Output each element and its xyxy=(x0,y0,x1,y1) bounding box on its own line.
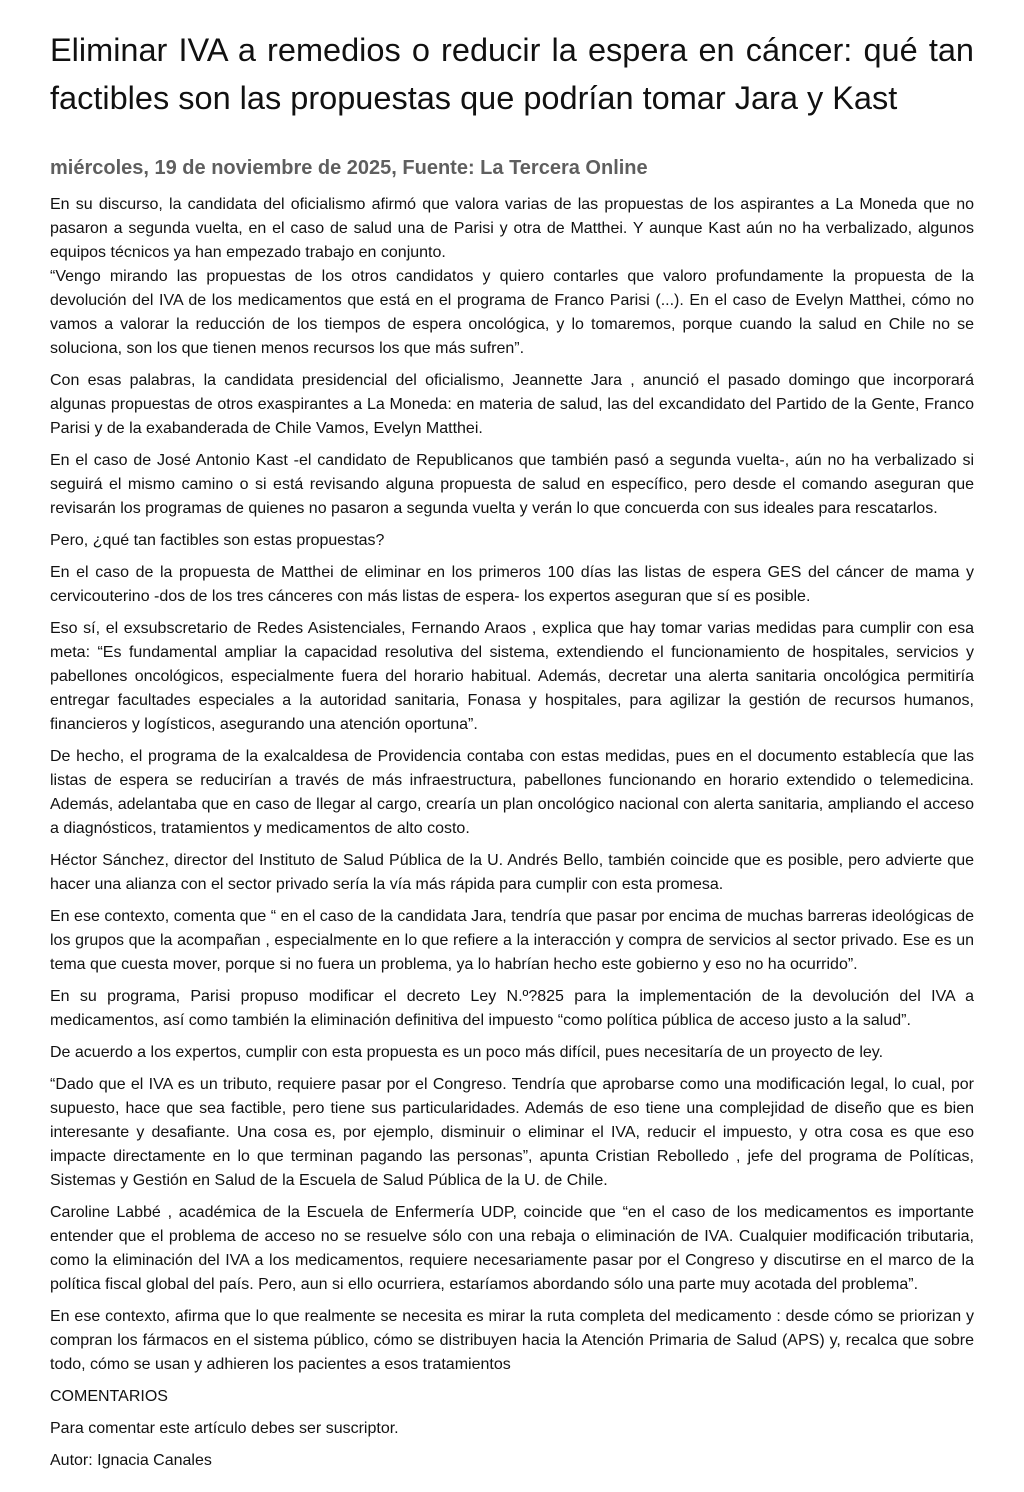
article-date-source: miércoles, 19 de noviembre de 2025, Fuente: La Tercera Online xyxy=(50,157,648,179)
article-paragraph: “Vengo mirando las propuestas de los otros candidatos y quiero contarles que valoro profundamente la propuesta de la devolución del IVA de los medicamentos que está en el programa de Franco Parisi (...). En el caso de Evelyn Matthei, cómo no vamos a valorar la reducción de los tiempos de espera oncológica, y lo tomaremos, porque cuando la salud en Chile no se soluciona, son los que tienen menos recursos los que más sufren”. xyxy=(50,268,974,357)
article-paragraph: Con esas palabras, la candidata presidencial del oficialismo, Jeannette Jara , anunció el pasado domingo que incorporará algunas propuestas de otros exaspirantes a La Moneda: en materia de salud, las del excandidato del Partido de la Gente, Franco Parisi y de la exabanderada de Chile Vamos, Evelyn Matthei. xyxy=(50,372,974,437)
article-paragraph: De hecho, el programa de la exalcaldesa de Providencia contaba con estas medidas, pues en el documento establecía que las listas de espera se reducirían a través de más infraestructura, pabellones funcionando en horario extendido o telemedicina. Además, adelantaba que en caso de llegar al cargo, crearía un plan oncológico nacional con alerta sanitaria, ampliando el acceso a diagnósticos, tratamientos y medicamentos de alto costo. xyxy=(50,748,974,837)
article-paragraph: Héctor Sánchez, director del Instituto de Salud Pública de la U. Andrés Bello, también coincide que es posible, pero advierte que hacer una alianza con el sector privado sería la vía más rápida para cumplir con esta promesa. xyxy=(50,852,974,893)
article-paragraph: En su programa, Parisi propuso modificar el decreto Ley N.º?825 para la implementación de la devolución del IVA a medicamentos, así como también la eliminación definitiva del impuesto “como política pública de acceso justo a la salud”. xyxy=(50,988,974,1029)
article-title: Eliminar IVA a remedios o reducir la espera en cáncer: qué tan factibles son las propuestas que podrían tomar Jara y Kast xyxy=(50,32,974,116)
article-paragraph: Pero, ¿qué tan factibles son estas propuestas? xyxy=(50,532,385,549)
comments-subscriber-note: Para comentar este artículo debes ser suscriptor. xyxy=(50,1420,399,1437)
article-paragraph: Caroline Labbé , académica de la Escuela de Enfermería UDP, coincide que “en el caso de los medicamentos es importante entender que el problema de acceso no se resuelve sólo con una rebaja o eliminación de IVA. Cualquier modificación tributaria, como la eliminación del IVA a los medicamentos, requiere necesariamente pasar por el Congreso y discutirse en el marco de la política fiscal global del país. Pero, aun si ello ocurriera, estaríamos abordando sólo una parte muy acotada del problema”. xyxy=(50,1204,974,1293)
article-paragraph: En el caso de José Antonio Kast -el candidato de Republicanos que también pasó a segunda vuelta-, aún no ha verbalizado si seguirá el mismo camino o si está revisando alguna propuesta de salud en específico, pero desde el comando aseguran que revisarán los programas de quienes no pasaron a segunda vuelta y verán lo que concuerda con sus ideales para rescatarlos. xyxy=(50,452,974,517)
article-paragraph: De acuerdo a los expertos, cumplir con esta propuesta es un poco más difícil, pues necesitaría de un proyecto de ley. xyxy=(50,1044,884,1061)
article-paragraph: “Dado que el IVA es un tributo, requiere pasar por el Congreso. Tendría que aprobarse como una modificación legal, lo cual, por supuesto, hace que sea factible, pero tiene sus particularidades. Además de eso tiene una complejidad de diseño que es bien interesante y desafiante. Una cosa es, por ejemplo, disminuir o eliminar el IVA, reducir el impuesto, y otra cosa es que eso impacte directamente en lo que terminan pagando las personas”, apunta Cristian Rebolledo , jefe del programa de Políticas, Sistemas y Gestión en Salud de la Escuela de Salud Pública de la U. de Chile. xyxy=(50,1076,974,1189)
article-paragraph: Eso sí, el exsubscretario de Redes Asistenciales, Fernando Araos , explica que hay tomar varias medidas para cumplir con esa meta: “Es fundamental ampliar la capacidad resolutiva del sistema, extendiendo el funcionamiento de hospitales, servicios y pabellones oncológicos, especialmente fuera del horario habitual. Además, decretar una alerta sanitaria oncológica permitiría entregar facultades especiales a la autoridad sanitaria, Fonasa y hospitales, para agilizar la gestión de recursos humanos, financieros y logísticos, asegurando una atención oportuna”. xyxy=(50,620,974,733)
comments-heading: COMENTARIOS xyxy=(50,1388,168,1405)
article-paragraph: En su discurso, la candidata del oficialismo afirmó que valora varias de las propuestas de los aspirantes a La Moneda que no pasaron a segunda vuelta, en el caso de salud una de Parisi y otra de Matthei. Y aunque Kast aún no ha verbalizado, algunos equipos técnicos ya han empezado trabajo en conjunto. xyxy=(50,196,974,261)
article-paragraph: En ese contexto, afirma que lo que realmente se necesita es mirar la ruta completa del medicamento : desde cómo se priorizan y compran los fármacos en el sistema público, cómo se distribuyen hacia la Atención Primaria de Salud (APS) y, recalca que sobre todo, cómo se usan y adhieren los pacientes a esos tratamientos xyxy=(50,1308,974,1373)
article-paragraph: En ese contexto, comenta que “ en el caso de la candidata Jara, tendría que pasar por encima de muchas barreras ideológicas de los grupos que la acompañan , especialmente en lo que refiere a la interacción y compra de servicios al sector privado. Ese es un tema que cuesta mover, porque si no fuera un problema, ya lo habrían hecho este gobierno y eso no ha ocurrido”. xyxy=(50,908,974,973)
article-paragraph: En el caso de la propuesta de Matthei de eliminar en los primeros 100 días las listas de espera GES del cáncer de mama y cervicouterino -dos de los tres cánceres con más listas de espera- los expertos aseguran que sí es posible. xyxy=(50,564,974,605)
article-author: Autor: Ignacia Canales xyxy=(50,1452,212,1469)
